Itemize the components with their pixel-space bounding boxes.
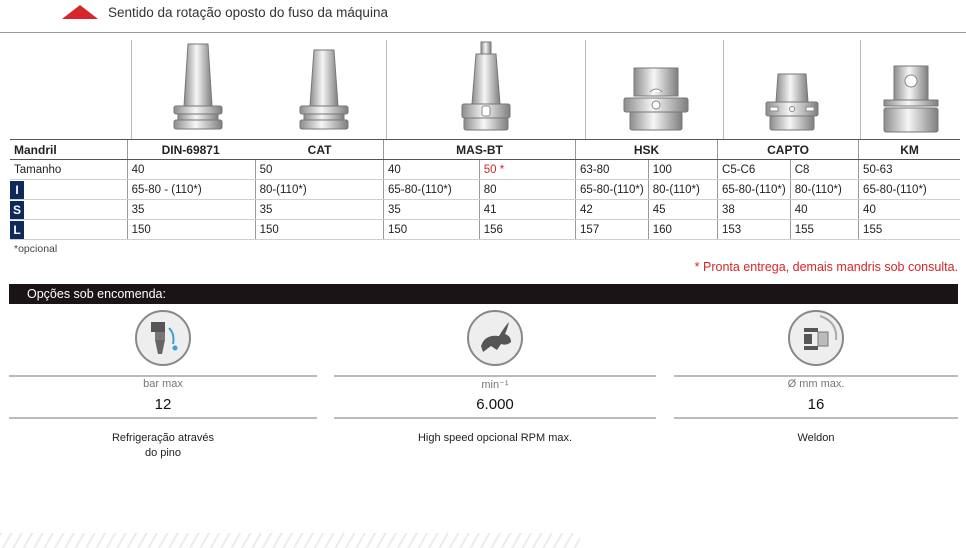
table-cell: 50 xyxy=(255,160,383,180)
red-triangle-icon xyxy=(62,5,98,19)
column-divider xyxy=(860,40,861,140)
capto-holder-icon xyxy=(758,40,826,135)
table-cell: 50-63 xyxy=(859,160,960,180)
option-rule xyxy=(9,417,317,419)
column-divider xyxy=(585,40,586,140)
mandril-label: Mandril xyxy=(10,140,127,160)
option-description: Weldon xyxy=(797,432,835,444)
table-cell: 100 xyxy=(648,160,717,180)
table-row xyxy=(10,220,960,240)
table-cell: 38 xyxy=(718,200,791,220)
option-unit: bar max xyxy=(143,378,183,390)
table-row xyxy=(10,200,960,220)
table-cell: 155 xyxy=(859,220,960,240)
tamanho-label: Tamanho xyxy=(10,160,127,180)
rabbit-icon xyxy=(467,310,523,366)
table-cell: 80-(110*) xyxy=(255,180,383,200)
column-divider xyxy=(131,40,132,140)
table-cell: 41 xyxy=(479,200,575,220)
mas-bt-holder-icon xyxy=(454,40,518,135)
group-header: HSK xyxy=(576,140,718,160)
opcional-note: *opcional xyxy=(14,243,58,255)
table-cell: 157 xyxy=(576,220,649,240)
table-cell: 45 xyxy=(648,200,717,220)
row-badge: S xyxy=(10,201,24,219)
options-band: Opções sob encomenda: xyxy=(9,284,958,304)
option-unit: Ø mm max. xyxy=(787,378,845,390)
holder-images xyxy=(0,40,966,138)
column-divider xyxy=(723,40,724,140)
table-cell: 150 xyxy=(127,220,255,240)
pronta-entrega-note: * Pronta entrega, demais mandris sob consulta. xyxy=(694,260,958,274)
coolant-through-spindle-icon xyxy=(135,310,191,366)
rotation-note-text: Sentido da rotação oposto do fuso da máquina xyxy=(108,4,388,20)
option-rule xyxy=(674,375,958,377)
row-badge: I xyxy=(10,181,24,199)
table-cell: 65-80 - (110*) xyxy=(127,180,255,200)
table-cell: 80-(110*) xyxy=(648,180,717,200)
option-rule xyxy=(9,375,317,377)
option-value: 12 xyxy=(154,396,172,413)
mandril-header-row xyxy=(10,140,960,160)
column-divider xyxy=(386,40,387,140)
option-value: 16 xyxy=(807,396,825,413)
table-cell: 63-80 xyxy=(576,160,649,180)
table-cell: 80-(110*) xyxy=(790,180,858,200)
option-unit: min⁻¹ xyxy=(481,379,509,391)
table-cell: 40 xyxy=(384,160,480,180)
table-row xyxy=(10,180,960,200)
option-rule xyxy=(334,375,656,377)
table-cell: 150 xyxy=(255,220,383,240)
cat-holder-icon xyxy=(292,40,356,135)
group-header: CAPTO xyxy=(718,140,859,160)
option-coolant xyxy=(9,310,317,459)
table-cell: 153 xyxy=(718,220,791,240)
option-high-speed xyxy=(334,310,656,444)
decorative-hatch xyxy=(0,533,580,548)
table-cell: C8 xyxy=(790,160,858,180)
table-cell: 35 xyxy=(255,200,383,220)
row-badge: L xyxy=(10,221,24,239)
group-header: DIN-69871 CAT xyxy=(127,140,383,160)
din-69871-holder-icon xyxy=(166,40,230,135)
option-value: 6.000 xyxy=(476,396,514,413)
table-cell: 65-80-(110*) xyxy=(576,180,649,200)
km-holder-icon xyxy=(878,40,944,135)
table-cell: 35 xyxy=(384,200,480,220)
table-cell: 156 xyxy=(479,220,575,240)
table-cell: 160 xyxy=(648,220,717,240)
option-weldon xyxy=(674,310,958,444)
table-cell: 155 xyxy=(790,220,858,240)
option-description: High speed opcional RPM max. xyxy=(417,432,573,444)
group-header: KM xyxy=(859,140,960,160)
table-cell: 65-80-(110*) xyxy=(718,180,791,200)
table-cell: 35 xyxy=(127,200,255,220)
option-rule xyxy=(674,417,958,419)
table-cell: 80 xyxy=(479,180,575,200)
table-cell: C5-C6 xyxy=(718,160,791,180)
weldon-shank-icon xyxy=(788,310,844,366)
spec-table xyxy=(10,139,960,240)
top-divider xyxy=(0,32,966,33)
table-cell: 150 xyxy=(384,220,480,240)
table-cell: 40 xyxy=(790,200,858,220)
group-header: MAS-BT xyxy=(384,140,576,160)
table-cell: 65-80-(110*) xyxy=(384,180,480,200)
hsk-holder-icon xyxy=(620,40,692,135)
table-cell: 42 xyxy=(576,200,649,220)
table-cell: 50 * xyxy=(479,160,575,180)
table-cell: 40 xyxy=(127,160,255,180)
rotation-note xyxy=(62,3,388,21)
tamanho-row xyxy=(10,160,960,180)
table-cell: 40 xyxy=(859,200,960,220)
option-description: Refrigeração através do pino xyxy=(111,432,215,459)
table-cell: 65-80-(110*) xyxy=(859,180,960,200)
option-rule xyxy=(334,417,656,419)
